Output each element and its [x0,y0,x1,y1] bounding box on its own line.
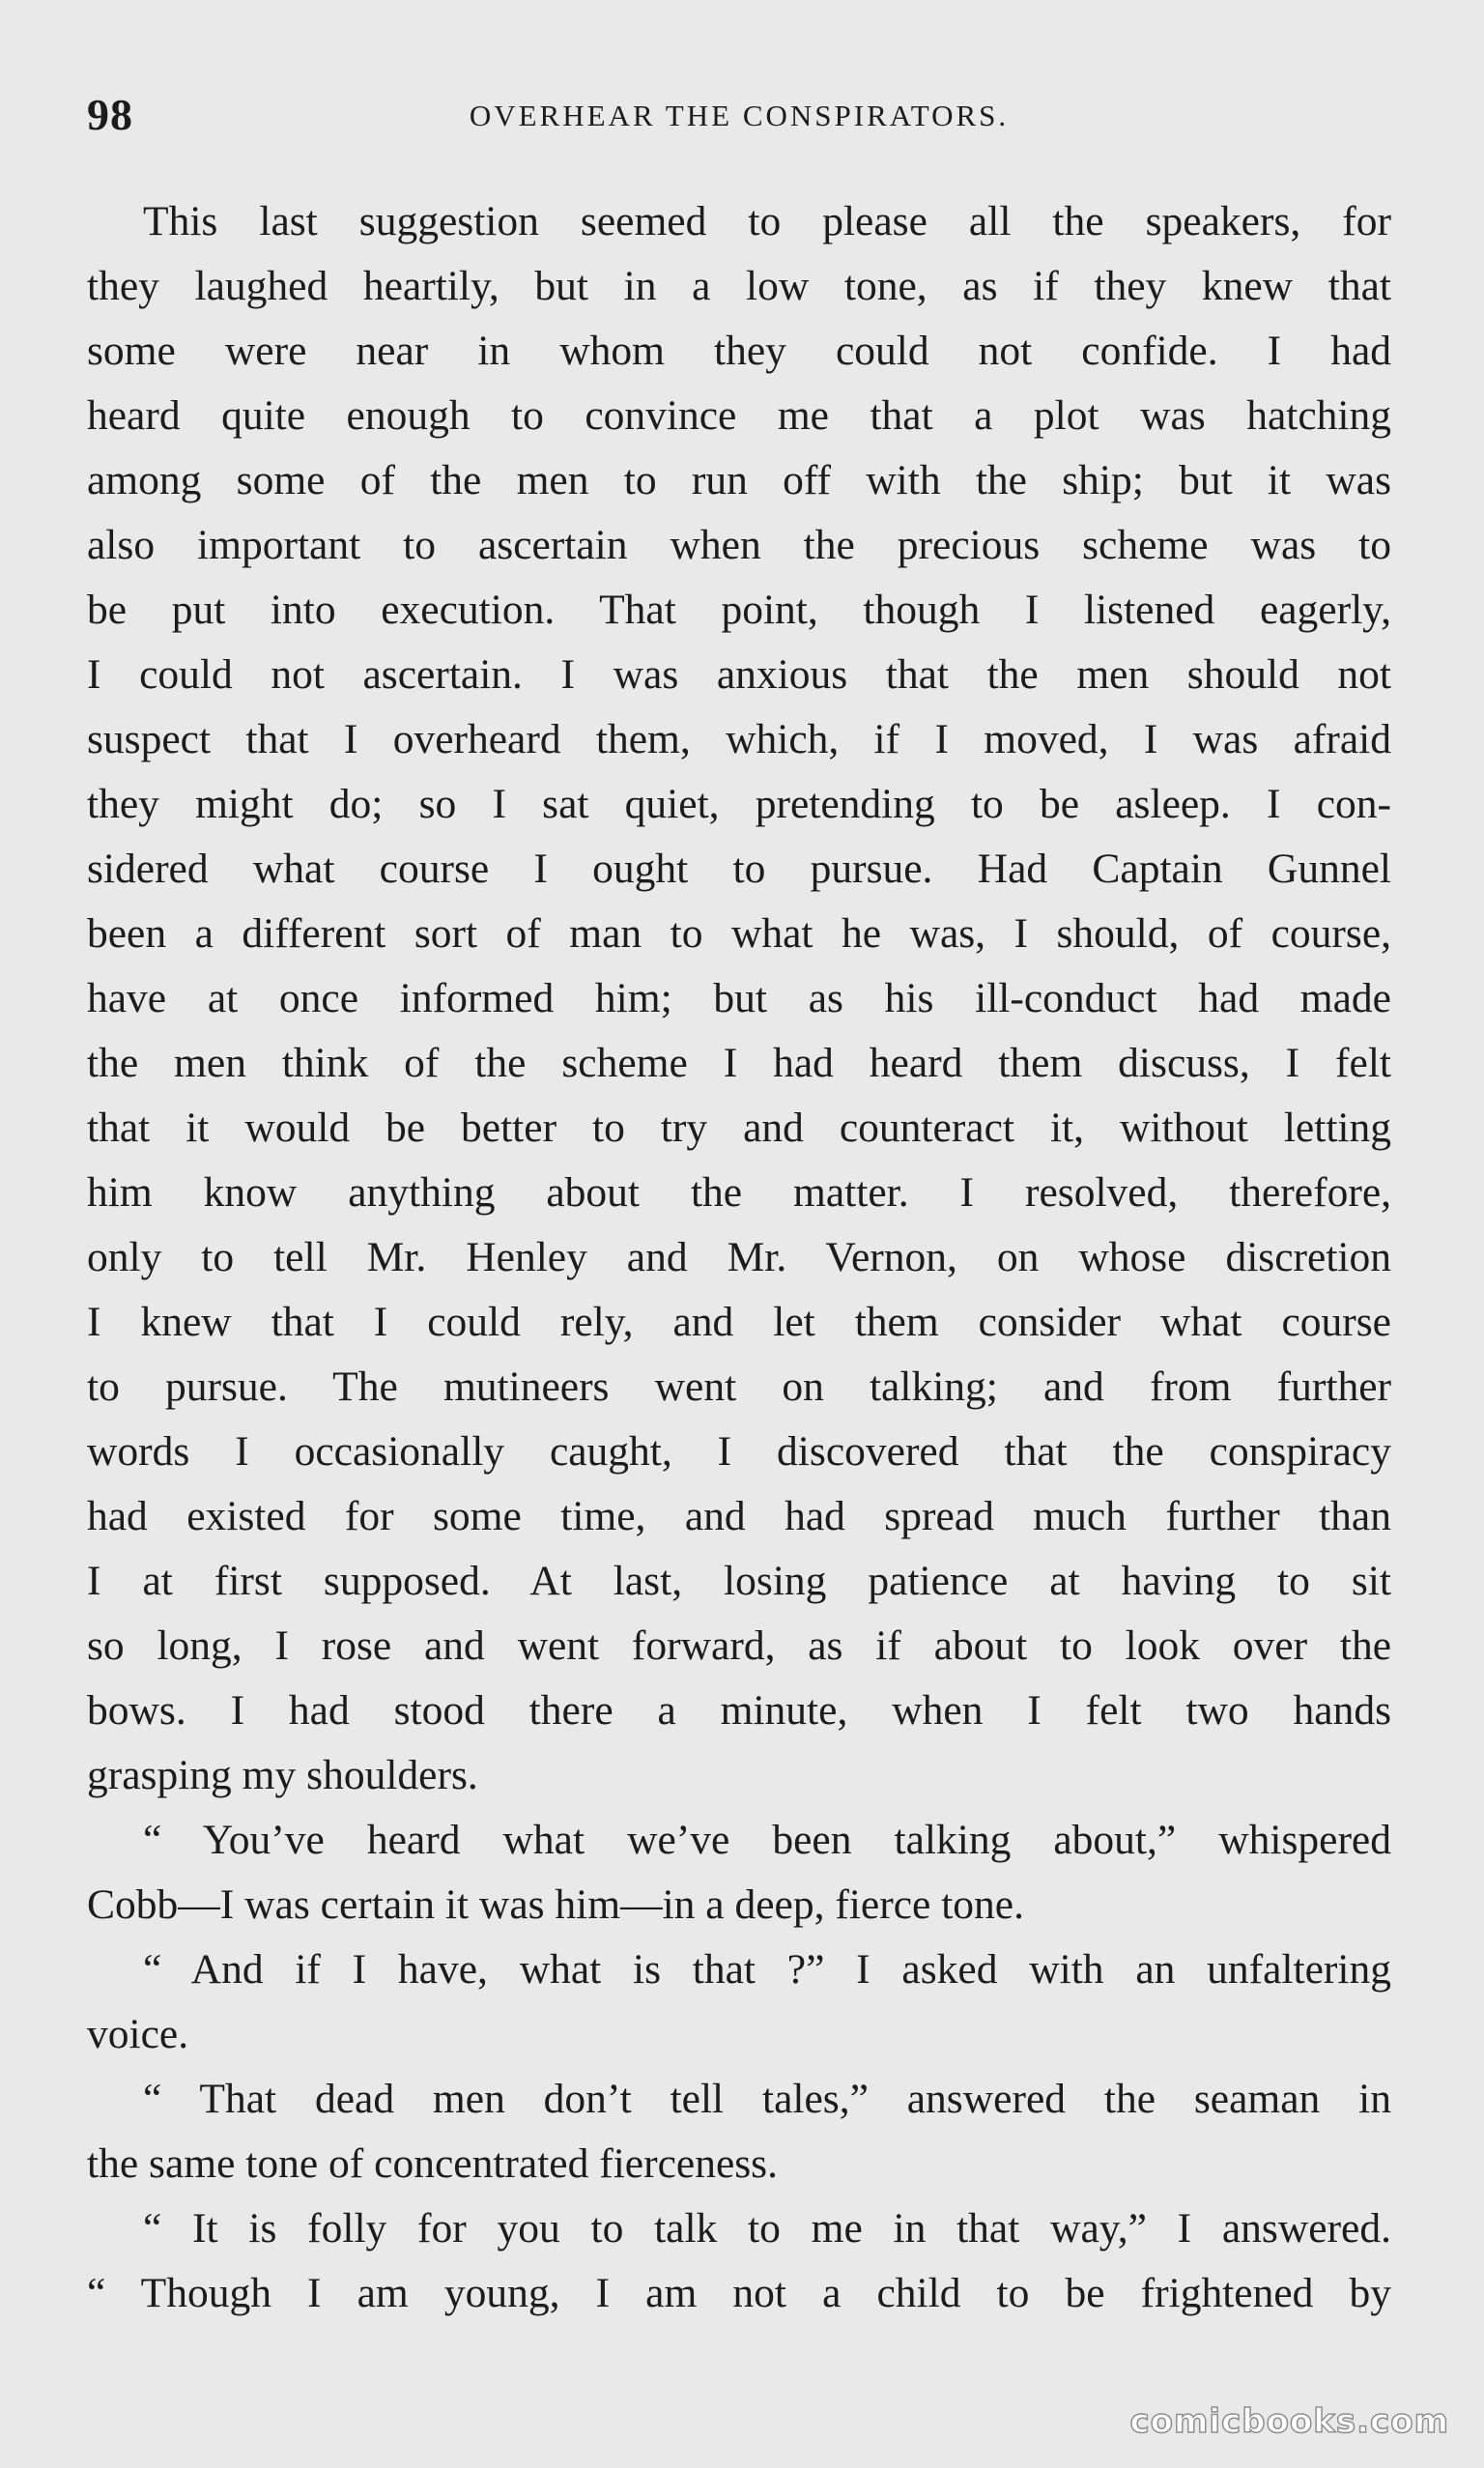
text-line: be put into execution. That point, though I listened eagerly, [87,587,1391,633]
text-line: grasping my shoulders. [87,1752,478,1798]
text-line: sidered what course I ought to pursue. Had Captain Gunnel [87,846,1391,892]
text-line: “ That dead men don’t tell tales,” answered the seaman in [143,2076,1391,2122]
text-line: “ And if I have, what is that ?” I asked with an unfaltering [143,1946,1391,1993]
text-line: that it would be better to try and counteract it, without letting [87,1105,1391,1151]
text-line: also important to ascertain when the precious scheme was to [87,522,1391,568]
text-line: only to tell Mr. Henley and Mr. Vernon, on whose discretion [87,1234,1391,1280]
text-line: him know anything about the matter. I resolved, therefore, [87,1169,1391,1216]
text-line: to pursue. The mutineers went on talking; and from further [87,1363,1391,1410]
text-line: they laughed heartily, but in a low tone, as if they knew that [87,263,1391,309]
text-line: had existed for some time, and had spread much further than [87,1493,1391,1539]
text-line: I knew that I could rely, and let them consider what course [87,1299,1391,1345]
running-head [87,89,1391,147]
text-line: the same tone of concentrated fierceness. [87,2140,778,2187]
text-line: heard quite enough to convince me that a plot was hatching [87,392,1391,439]
text-line: been a different sort of man to what he was, I should, of course, [87,910,1391,957]
text-line: I could not ascertain. I was anxious that the men should not [87,651,1391,698]
text-line: so long, I rose and went forward, as if about to look over the [87,1622,1391,1669]
text-line: “ It is folly for you to talk to me in that way,” I answered. [143,2205,1391,2252]
text-line: voice. [87,2011,189,2057]
text-line: they might do; so I sat quiet, pretending to be asleep. I con- [87,781,1391,827]
text-line: suspect that I overheard them, which, if I moved, I was afraid [87,716,1391,762]
text-line: “ You’ve heard what we’ve been talking about,” whispered [143,1817,1391,1863]
text-line: words I occasionally caught, I discovered that the conspiracy [87,1428,1391,1475]
text-line: “ Though I am young, I am not a child to be frightened by [87,2270,1391,2316]
text-line: the men think of the scheme I had heard them discuss, I felt [87,1040,1391,1086]
body-text [87,189,1391,2326]
page-number: 98 [87,90,133,139]
watermark: comicbooks.com [1129,2402,1449,2441]
text-line: some were near in whom they could not confide. I had [87,328,1391,374]
text-line: bows. I had stood there a minute, when I felt two hands [87,1687,1391,1734]
text-line: This last suggestion seemed to please all the speakers, for [143,198,1391,244]
text-line: among some of the men to run off with the ship; but it was [87,457,1391,503]
text-line: Cobb—I was certain it was him—in a deep, fierce tone. [87,1881,1024,1928]
text-line: have at once informed him; but as his ill-conduct had made [87,975,1391,1021]
text-line: I at first supposed. At last, losing patience at having to sit [87,1558,1391,1604]
running-title: OVERHEAR THE CONSPIRATORS. [469,99,1010,132]
